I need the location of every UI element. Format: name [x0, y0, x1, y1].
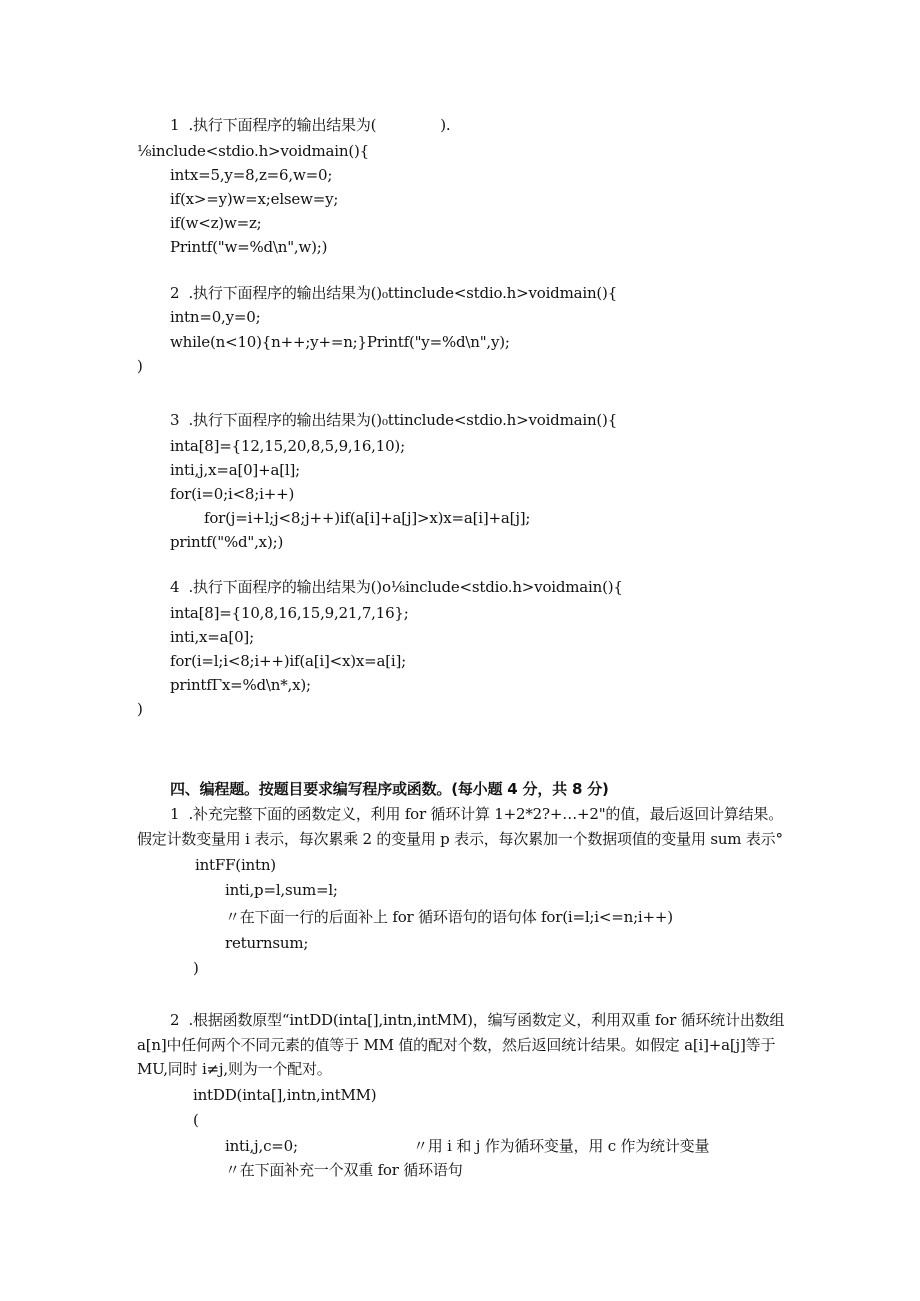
paragraph-line: a[n]中任何两个不同元素的值等于 MM 值的配对个数，然后返回统计结果。如假定 a[i]+a[j]等于: [137, 1036, 776, 1054]
code-line: for(i=0;i<8;i++): [170, 485, 295, 503]
code-line: for(j=i+l;j<8;j++)if(a[i]+a[j]>x)x=a[i]+a[j];: [204, 509, 531, 527]
code-line: ⅛include<stdio.h>voidmain(){: [137, 142, 369, 160]
code-line: inti,j,c=0;: [225, 1137, 298, 1155]
code-line: inti,x=a[0];: [170, 628, 254, 646]
code-line: inta[8]={10,8,16,15,9,21,7,16};: [170, 604, 409, 622]
code-line: intn=0,y=0;: [170, 308, 261, 326]
code-line: if(x>=y)w=x;elsew=y;: [170, 190, 339, 208]
code-line: if(w<z)w=z;: [170, 214, 262, 232]
code-comment: 〃在下面补充一个双重 for 循环语句: [225, 1161, 463, 1179]
code-comment: 〃用 i 和 j 作为循环变量，用 c 作为统计变量: [413, 1137, 710, 1155]
code-line: returnsum;: [225, 934, 309, 952]
code-line: inti,j,x=a[0]+a[l];: [170, 461, 300, 479]
paragraph-line: 假定计数变量用 i 表示，每次累乘 2 的变量用 p 表示，每次累加一个数据项值的变量用 sum 表示°: [137, 830, 783, 848]
section-heading: 四、编程题。按题目要求编写程序或函数。(每小题 4 分，共 8 分): [170, 780, 609, 798]
code-line: ): [137, 700, 143, 718]
question-3-title: 3 .执行下面程序的输出结果为()₀ttinclude<stdio.h>voidmain(){: [170, 411, 618, 429]
code-line: printf("%d",x);): [170, 533, 284, 551]
code-line: intx=5,y=8,z=6,w=0;: [170, 166, 333, 184]
code-line: ): [193, 959, 199, 977]
code-line: (: [193, 1111, 199, 1129]
code-line: while(n<10){n++;y+=n;}Printf("y=%d\n",y);: [170, 333, 510, 351]
code-line: for(i=l;i<8;i++)if(a[i]<x)x=a[i];: [170, 652, 407, 670]
code-line: printfΓx=%d\n*,x);: [170, 676, 311, 694]
paragraph-line: 2 .根据函数原型“intDD(inta[],intn,intMM)，编写函数定义，利用双重 for 循环统计出数组: [170, 1011, 785, 1029]
code-line: intFF(intn): [195, 856, 276, 874]
code-line: inti,p=l,sum=l;: [225, 881, 338, 899]
code-line: Printf("w=%d\n",w);): [170, 238, 328, 256]
code-line: intDD(inta[],intn,intMM): [193, 1086, 377, 1104]
code-line: ): [137, 357, 143, 375]
paragraph-line: MU,同时 i≠j,则为一个配对。: [137, 1060, 332, 1078]
code-comment: 〃在下面一行的后面补上 for 循环语句的语句体 for(i=l;i<=n;i++): [225, 908, 673, 926]
question-1-title: 1 .执行下面程序的输出结果为( ).: [170, 116, 451, 134]
paragraph-line: 1 .补充完整下面的函数定义，利用 for 循环计算 1+2*2?+…+2"的值，最后返回计算结果。: [170, 805, 784, 823]
question-4-title: 4 .执行下面程序的输出结果为()o⅛include<stdio.h>voidmain(){: [170, 578, 623, 596]
code-line: inta[8]={12,15,20,8,5,9,16,10);: [170, 437, 405, 455]
question-2-title: 2 .执行下面程序的输出结果为()₀ttinclude<stdio.h>voidmain(){: [170, 284, 618, 302]
